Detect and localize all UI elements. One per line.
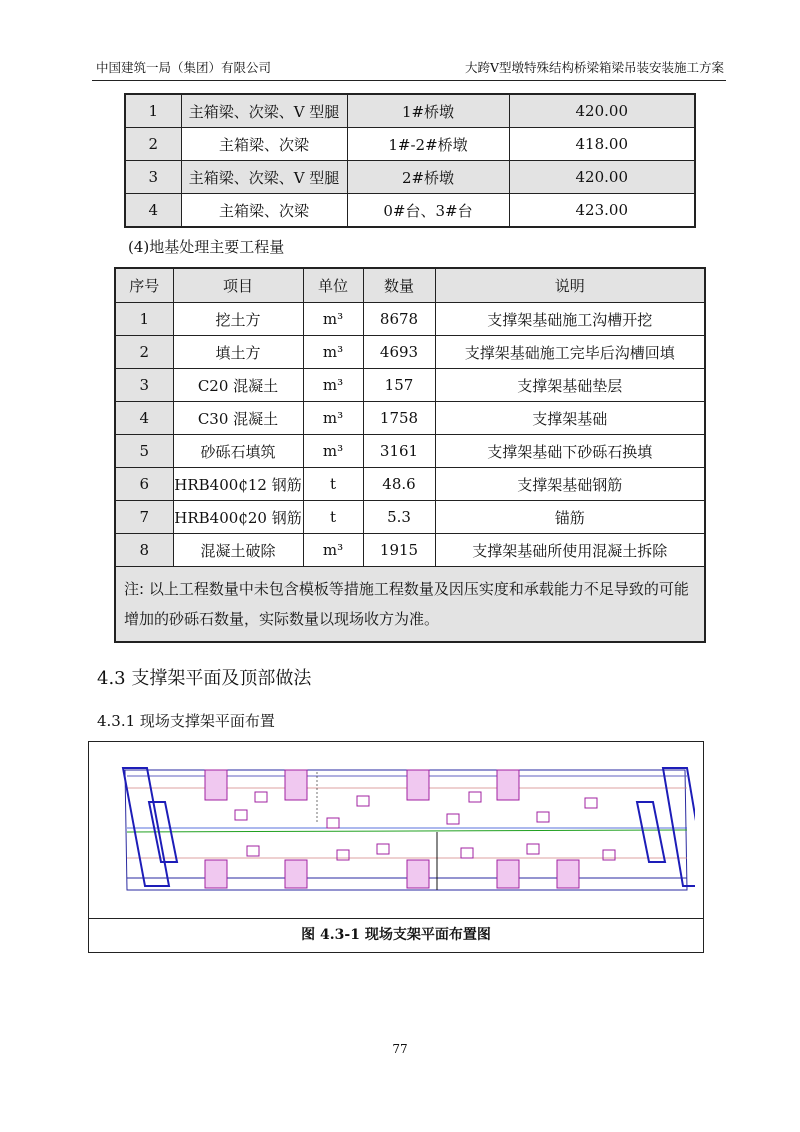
table-row	[115, 369, 705, 402]
table-cell: m³	[303, 303, 363, 336]
table-cell: 1	[125, 94, 181, 128]
table-cell: 支撑架基础	[435, 402, 705, 435]
table-cell: t	[303, 501, 363, 534]
col-header: 项目	[173, 268, 303, 303]
table-cell: 418.00	[509, 128, 695, 161]
table-cell: 支撑架基础垫层	[435, 369, 705, 402]
table-note: 注: 以上工程数量中未包含模板等措施工程数量及因压实度和承载能力不足导致的可能增加的砂砾石数量，实际数量以现场收方为准。	[115, 567, 705, 643]
table-cell: 4693	[363, 336, 435, 369]
table-cell: 2	[125, 128, 181, 161]
col-header: 数量	[363, 268, 435, 303]
table-cell: 1#-2#桥墩	[347, 128, 509, 161]
table-cell: 3	[115, 369, 173, 402]
table-cell: 420.00	[509, 161, 695, 194]
table-cell: 1	[115, 303, 173, 336]
figure-caption: 图 4.3-1 现场支架平面布置图	[301, 927, 491, 943]
table-cell: 支撑架基础施工完毕后沟槽回填	[435, 336, 705, 369]
col-header: 序号	[115, 268, 173, 303]
table-cell: 8678	[363, 303, 435, 336]
table-row	[115, 501, 705, 534]
table-cell: 5	[115, 435, 173, 468]
table-row	[115, 468, 705, 501]
col-header: 说明	[435, 268, 705, 303]
table-cell: 423.00	[509, 194, 695, 228]
table-cell: 6	[115, 468, 173, 501]
foundation-table	[114, 267, 706, 643]
support-layout-drawing	[117, 762, 695, 902]
table-row	[125, 94, 695, 128]
table-cell: m³	[303, 435, 363, 468]
table-cell: 主箱梁、次梁、V 型腿	[181, 161, 347, 194]
table-cell: 主箱梁、次梁、V 型腿	[181, 94, 347, 128]
table-cell: 4	[115, 402, 173, 435]
header-company: 中国建筑一局（集团）有限公司	[96, 60, 272, 75]
table-cell: 0#台、3#台	[347, 194, 509, 228]
table-cell: 1915	[363, 534, 435, 567]
subsection-heading: 4.3.1 现场支撑架平面布置	[97, 712, 275, 730]
table-row	[125, 161, 695, 194]
table-cell: t	[303, 468, 363, 501]
table-cell: C20 混凝土	[173, 369, 303, 402]
table-cell: 主箱梁、次梁	[181, 194, 347, 228]
table-cell: 支撑架基础所使用混凝土拆除	[435, 534, 705, 567]
beam-table	[124, 93, 696, 228]
section-heading: 4.3 支撑架平面及顶部做法	[97, 668, 312, 689]
table-header-row	[115, 268, 705, 303]
table-row	[115, 336, 705, 369]
table-cell: HRB400₵12 钢筋	[173, 468, 303, 501]
table-cell: 420.00	[509, 94, 695, 128]
table-cell: 1#桥墩	[347, 94, 509, 128]
table-cell: 支撑架基础下砂砾石换填	[435, 435, 705, 468]
table-note-row	[115, 567, 705, 643]
table-row	[125, 194, 695, 228]
table-cell: 48.6	[363, 468, 435, 501]
table-cell: C30 混凝土	[173, 402, 303, 435]
table-cell: 支撑架基础施工沟槽开挖	[435, 303, 705, 336]
page-number: 77	[392, 1042, 408, 1056]
table-cell: 2	[115, 336, 173, 369]
table-cell: m³	[303, 534, 363, 567]
table-row	[115, 402, 705, 435]
table-cell: 支撑架基础钢筋	[435, 468, 705, 501]
figure-caption-divider	[89, 918, 703, 919]
table-cell: 7	[115, 501, 173, 534]
table-cell: m³	[303, 369, 363, 402]
table-row	[115, 534, 705, 567]
table-row	[115, 435, 705, 468]
table-cell: HRB400₵20 钢筋	[173, 501, 303, 534]
table-cell: 2#桥墩	[347, 161, 509, 194]
table-cell: 填土方	[173, 336, 303, 369]
table-row	[125, 128, 695, 161]
table-cell: 主箱梁、次梁	[181, 128, 347, 161]
figure-frame	[88, 741, 704, 953]
col-header: 单位	[303, 268, 363, 303]
table-cell: m³	[303, 336, 363, 369]
table-row	[115, 303, 705, 336]
section-caption: (4)地基处理主要工程量	[128, 238, 285, 256]
table-cell: 4	[125, 194, 181, 228]
table-cell: 砂砾石填筑	[173, 435, 303, 468]
table-cell: 1758	[363, 402, 435, 435]
header-rule	[92, 80, 726, 81]
table-cell: m³	[303, 402, 363, 435]
table-cell: 157	[363, 369, 435, 402]
table-cell: 混凝土破除	[173, 534, 303, 567]
table-cell: 8	[115, 534, 173, 567]
table-cell: 5.3	[363, 501, 435, 534]
table-cell: 挖土方	[173, 303, 303, 336]
header-doc-title: 大跨V型墩特殊结构桥梁箱梁吊装安装施工方案	[464, 60, 724, 75]
table-cell: 锚筋	[435, 501, 705, 534]
table-cell: 3	[125, 161, 181, 194]
table-cell: 3161	[363, 435, 435, 468]
